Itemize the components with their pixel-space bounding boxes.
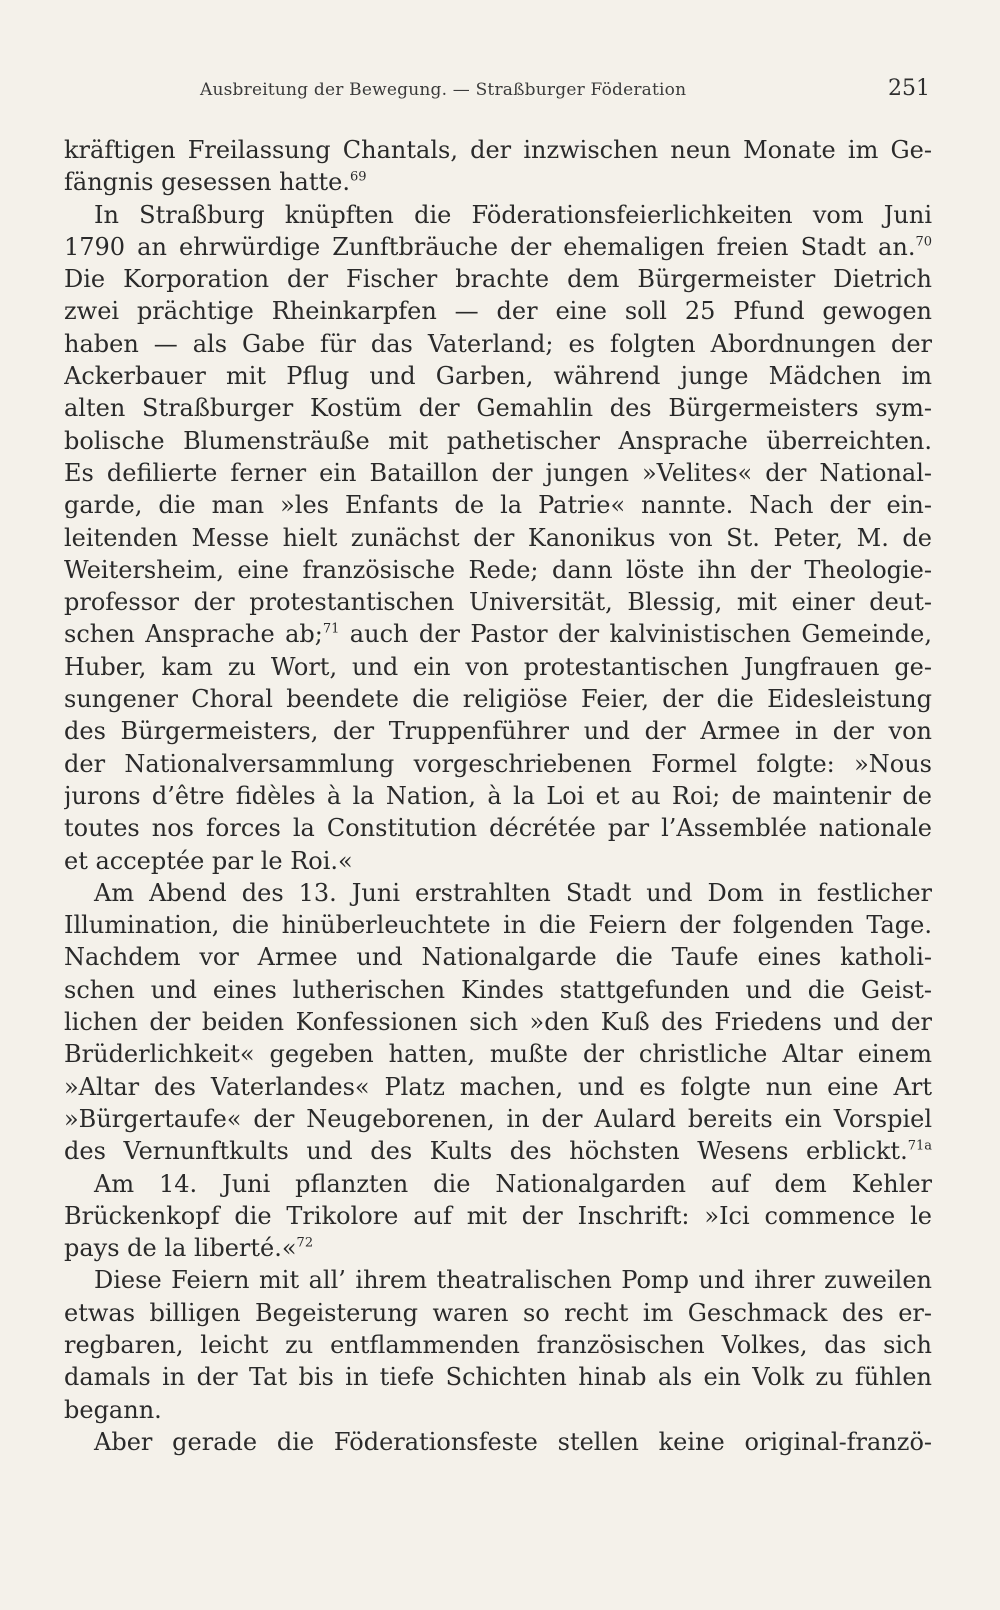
footnote-marker: 71 xyxy=(322,621,340,637)
line-text: des Bürgermeisters, der Truppenführer und der Armee in der von xyxy=(64,717,932,746)
text-line xyxy=(64,1297,932,1329)
line-text: leitenden Messe hielt zunächst der Kanonikus von St. Peter, M. de xyxy=(64,523,932,552)
text-line xyxy=(64,134,932,166)
line-text: haben — als Gabe für das Vaterland; es folgten Abordnungen der xyxy=(64,329,932,358)
line-text: Brückenkopf die Trikolore auf mit der Inschrift: »Ici commence le xyxy=(64,1201,932,1230)
footnote-marker: 72 xyxy=(296,1235,314,1251)
line-text: 1790 an ehrwürdige Zunftbräuche der ehemaligen freien Stadt an. xyxy=(64,232,916,261)
text-line xyxy=(64,1006,932,1038)
text-line xyxy=(64,1071,932,1103)
line-text: et acceptée par le Roi.« xyxy=(64,846,353,875)
text-line xyxy=(64,1232,932,1264)
text-line xyxy=(64,425,932,457)
text-line xyxy=(64,295,932,327)
text-line xyxy=(64,1361,932,1393)
text-line xyxy=(64,1394,932,1426)
line-text: fängnis gesessen hatte. xyxy=(64,168,350,197)
line-text: kräftigen Freilassung Chantals, der inzwischen neun Monate im Ge- xyxy=(64,136,932,164)
text-line xyxy=(64,1200,932,1232)
page-number: 251 xyxy=(888,76,930,101)
line-text: Illumination, die hinüberleuchtete in die Feiern der folgenden Tage. xyxy=(64,911,932,940)
text-line xyxy=(64,877,932,909)
line-text: Die Korporation der Fischer brachte dem Bürgermeister Dietrich xyxy=(64,265,932,294)
text-line xyxy=(64,812,932,844)
text-line xyxy=(64,909,932,941)
text-line xyxy=(64,974,932,1006)
footnote-marker: 70 xyxy=(915,234,932,250)
line-text: zwei prächtige Rheinkarpfen — der eine soll 25 Pfund gewogen xyxy=(64,297,932,326)
line-text: professor der protestantischen Universität, Blessig, mit einer deut- xyxy=(64,588,932,617)
text-line xyxy=(64,1135,932,1167)
text-line xyxy=(64,1426,932,1458)
line-text: der Nationalversammlung vorgeschriebenen Formel folgte: »Nous xyxy=(64,749,932,778)
line-text: schen Ansprache ab; xyxy=(64,620,323,649)
line-text: des Vernunftkults und des Kults des höchsten Wesens erblickt. xyxy=(64,1137,908,1166)
line-text: Ackerbauer mit Pflug und Garben, während junge Mädchen im xyxy=(64,362,932,391)
text-line xyxy=(64,1103,932,1135)
text-line xyxy=(64,715,932,747)
text-line xyxy=(64,263,932,295)
text-line xyxy=(64,457,932,489)
text-line xyxy=(64,1329,932,1361)
line-text: Weitersheim, eine französische Rede; dann löste ihn der Theologie- xyxy=(64,555,932,584)
text-line xyxy=(64,231,932,263)
line-text: etwas billigen Begeisterung waren so recht im Geschmack des er- xyxy=(64,1298,932,1327)
line-text: alten Straßburger Kostüm der Gemahlin des Bürgermeisters sym- xyxy=(64,394,932,423)
running-title: Ausbreitung der Bewegung. — Straßburger Föderation xyxy=(200,80,687,100)
text-line xyxy=(64,328,932,360)
line-text: Es defilierte ferner ein Bataillon der jungen »Velites« der National- xyxy=(64,458,932,487)
text-line xyxy=(64,1038,932,1070)
text-line xyxy=(64,199,932,231)
line-text: lichen der beiden Konfessionen sich »den Kuß des Friedens und der xyxy=(64,1008,932,1037)
line-text: Huber, kam zu Wort, und ein von protestantischen Jungfrauen ge- xyxy=(64,652,932,681)
line-text: schen und eines lutherischen Kindes stattgefunden und die Geist- xyxy=(64,975,932,1004)
line-text: damals in der Tat bis in tiefe Schichten hinab als ein Volk zu fühlen xyxy=(64,1363,932,1392)
line-text: Aber gerade die Föderationsfeste stellen keine original-franzö- xyxy=(94,1427,932,1456)
footnote-marker: 69 xyxy=(349,169,367,185)
line-text: In Straßburg knüpften die Föderationsfeierlichkeiten vom Juni xyxy=(94,200,932,229)
line-text: Am Abend des 13. Juni erstrahlten Stadt und Dom in festlicher xyxy=(94,878,932,907)
line-text: regbaren, leicht zu entflammenden französischen Volkes, das sich xyxy=(64,1330,932,1359)
line-text-continued: auch der Pastor der kalvinistischen Gemeinde, xyxy=(339,620,932,649)
text-line xyxy=(64,748,932,780)
text-line xyxy=(64,651,932,683)
line-text: bolische Blumensträuße mit pathetischer Ansprache überreichten. xyxy=(64,426,932,455)
line-text: »Altar des Vaterlandes« Platz machen, und es folgte nun eine Art xyxy=(64,1072,932,1101)
line-text: Diese Feiern mit all’ ihrem theatralischen Pomp und ihrer zuweilen xyxy=(94,1266,932,1295)
line-text: garde, die man »les Enfants de la Patrie« nannte. Nach der ein- xyxy=(64,491,932,520)
text-line xyxy=(64,360,932,392)
line-text: Nachdem vor Armee und Nationalgarde die Taufe eines katholi- xyxy=(64,943,932,972)
line-text: »Bürgertaufe« der Neugeborenen, in der Aulard bereits ein Vorspiel xyxy=(64,1104,932,1133)
text-line xyxy=(64,586,932,618)
line-text: Am 14. Juni pflanzten die Nationalgarden auf dem Kehler xyxy=(94,1169,932,1198)
text-line xyxy=(64,522,932,554)
text-line xyxy=(64,941,932,973)
text-line xyxy=(64,489,932,521)
running-head xyxy=(200,76,930,106)
line-text: sungener Choral beendete die religiöse Feier, der die Eidesleistung xyxy=(64,685,932,714)
text-line xyxy=(64,780,932,812)
text-line xyxy=(64,1168,932,1200)
line-text: begann. xyxy=(64,1395,162,1424)
body-text xyxy=(64,134,932,1458)
text-line xyxy=(64,683,932,715)
line-text: Brüderlichkeit« gegeben hatten, mußte der christliche Altar einem xyxy=(64,1040,932,1069)
footnote-marker: 71a xyxy=(907,1138,932,1154)
text-line xyxy=(64,1264,932,1296)
line-text: toutes nos forces la Constitution décrétée par l’Assemblée nationale xyxy=(64,814,932,843)
line-text: jurons d’être fidèles à la Nation, à la Loi et au Roi; de maintenir de xyxy=(64,781,932,810)
text-line xyxy=(64,618,932,650)
text-line xyxy=(64,554,932,586)
line-text: pays de la liberté.« xyxy=(64,1234,297,1263)
text-line xyxy=(64,392,932,424)
text-line xyxy=(64,845,932,877)
text-line xyxy=(64,166,932,198)
